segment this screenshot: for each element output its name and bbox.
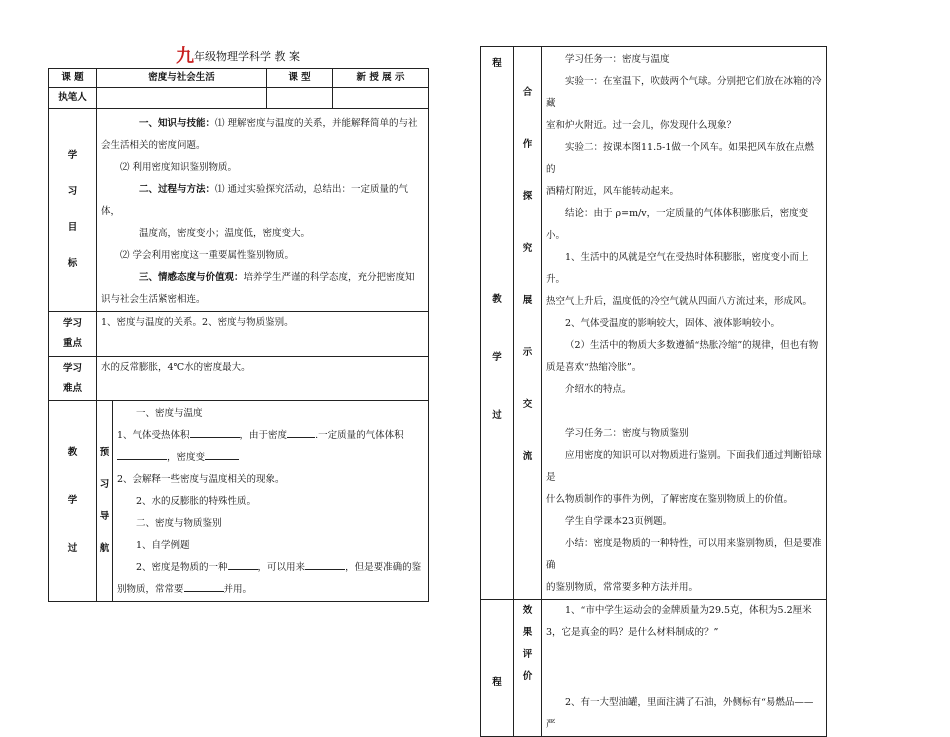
title-text: 年级物理学科学 教 案	[194, 50, 300, 63]
goal-text: ⑵ 学会利用密度这一重要属性鉴别物质。	[120, 250, 295, 261]
spacer	[546, 401, 822, 423]
goal-text: 会生活相关的密度问题。	[101, 140, 206, 151]
preview-line: 别物质，常常要	[117, 584, 184, 595]
goals-label-char: 习	[67, 186, 78, 197]
blank-line	[205, 447, 239, 460]
preview-line: 并用。	[223, 584, 253, 595]
preview-line: 二、密度与物质鉴别	[136, 518, 222, 529]
coop-line: 小结：密度是物质的一种特性，可以用来鉴别物质，但是要准确	[546, 538, 822, 571]
coop-label-char: 示	[522, 347, 533, 358]
difficulty-label-line: 学习	[62, 362, 82, 374]
preview-line: ，由于密度	[239, 430, 288, 441]
topic-label: 课 题	[49, 69, 97, 88]
process-label-char: 教	[67, 447, 78, 458]
coop-line: 的鉴别物质，常常要多种方法并用。	[546, 582, 699, 593]
right-label-char: 程	[492, 58, 502, 69]
preview-line: .一定质量的气体体积	[315, 430, 404, 441]
goal-text: ⑵ 利用密度知识鉴别物质。	[120, 162, 238, 173]
coop-line: 什么物质制作的事件为例，了解密度在鉴别物质上的价值。	[546, 494, 794, 505]
left-lesson-table	[48, 68, 429, 602]
right-label-char: 程	[492, 677, 502, 688]
preview-line: ，可以用来	[257, 562, 306, 573]
preview-label	[97, 401, 113, 602]
preview-line: 一、密度与温度	[136, 408, 203, 419]
blank-line	[228, 557, 258, 570]
coop-line: 应用密度的知识可以对物质进行鉴别。下面我们通过判断铅球是	[546, 450, 822, 483]
coop-line: 学生自学课本23页例题。	[565, 516, 673, 527]
coop-label-char: 合	[522, 87, 533, 98]
preview-line: 1、气体受热体积	[117, 430, 190, 441]
coop-line: 热空气上升后，温度低的冷空气就从四面八方流过来，形成风。	[546, 296, 813, 307]
eval-label-char: 效	[522, 605, 533, 616]
coop-line: 酒精灯附近，风车能转动起来。	[546, 186, 680, 197]
preview-line: 2、水的反膨胀的特殊性质。	[136, 496, 257, 507]
coop-content	[542, 47, 827, 600]
right-label-char: 过	[492, 410, 502, 421]
key-label-line: 学习	[62, 318, 82, 329]
blank-line	[305, 557, 345, 570]
key-label	[49, 312, 97, 357]
goal-text: ⑴ 理解密度与温度的关系，并能解释简单的与社	[215, 118, 418, 129]
eval-label-char: 果	[522, 627, 533, 638]
coop-line: （2）生活中的物质大多数遵循“热胀冷缩”的规律，但也有物	[565, 340, 819, 351]
coop-label-char: 作	[522, 139, 533, 150]
goals-label-char: 学	[67, 150, 78, 161]
goal-heading: 二、过程与方法：	[139, 184, 216, 195]
preview-line: 2、会解释一些密度与温度相关的现象。	[117, 474, 285, 485]
blank-line	[184, 579, 224, 592]
author-empty-2	[333, 88, 429, 109]
process-label-char: 学	[67, 495, 78, 506]
eval-label-char: 评	[522, 649, 533, 660]
eval-label	[514, 600, 542, 737]
preview-line: ，密度变	[167, 452, 206, 463]
preview-line: 2、密度是物质的一种	[136, 562, 228, 573]
goals-content	[97, 109, 429, 312]
process-label-char: 过	[67, 543, 78, 554]
preview-label-char: 预	[99, 447, 110, 458]
blank-line	[287, 425, 315, 438]
type-value: 新 授 展 示	[333, 69, 429, 88]
preview-label-char: 习	[99, 479, 110, 490]
preview-label-char: 导	[99, 511, 110, 522]
page-title	[48, 46, 428, 68]
coop-line: 质是喜欢“热缩冷胀”。	[546, 362, 642, 373]
coop-line: 实验一：在室温下，吹鼓两个气球。分别把它们放在冰箱的冷藏	[546, 76, 822, 109]
preview-line: ，但是要准确的鉴	[345, 562, 422, 573]
difficulty-content: 水的反常膨胀，4℃水的密度最大。	[97, 357, 429, 401]
author-label: 执笔人	[49, 88, 97, 109]
preview-content	[113, 401, 429, 602]
coop-label-char: 探	[522, 191, 533, 202]
goal-text: ⑴ 通过实验探究活动，总结出：一定质量的气体，	[101, 184, 409, 217]
coop-line: 介绍水的特点。	[565, 384, 632, 395]
goals-label-char: 目	[67, 222, 78, 233]
author-empty-1	[267, 88, 333, 109]
author-value	[97, 88, 267, 109]
coop-line: 室和炉火附近。过一会儿，你发现什么现象？	[546, 120, 737, 131]
goal-text: 培养学生严谨的科学态度，充分把密度知	[243, 272, 415, 283]
topic-value: 密度与社会生活	[97, 69, 267, 88]
goal-text: 识与社会生活紧密相连。	[101, 294, 206, 305]
coop-label-char: 究	[522, 243, 533, 254]
right-lesson-table	[480, 46, 827, 737]
coop-line: 1、生活中的风就是空气在受热时体积膨胀，密度变小而上升。	[546, 252, 809, 285]
eval-content	[542, 600, 827, 737]
right-process-label	[481, 47, 514, 600]
goal-heading: 一、知识与技能：	[139, 118, 216, 129]
difficulty-label	[49, 357, 97, 401]
blank-line	[190, 425, 240, 438]
right-label-char: 教	[492, 294, 502, 305]
goals-label-char: 标	[67, 258, 78, 269]
goal-text: 温度高，密度变小；温度低，密度变大。	[139, 228, 311, 239]
coop-label-char: 展	[522, 295, 533, 306]
goals-label	[49, 109, 97, 312]
eval-label-char: 价	[522, 671, 533, 682]
preview-label-char: 航	[99, 543, 110, 554]
coop-label-char: 流	[522, 451, 533, 462]
eval-line: 3，它是真金的吗？是什么材料制成的？”	[546, 627, 719, 638]
coop-label-char: 交	[522, 399, 533, 410]
process-label	[49, 401, 97, 602]
right-label-char: 学	[492, 352, 502, 363]
eval-line: 1、“市中学生运动会的金牌质量为29.5克，体积为5.2厘米	[565, 605, 812, 616]
coop-line: 2、气体受温度的影响较大，固体、液体影响较小。	[565, 318, 781, 329]
coop-line: 学习任务二：密度与物质鉴别	[565, 428, 689, 439]
coop-label	[514, 47, 542, 600]
goal-heading: 三、情感态度与价值观：	[139, 272, 244, 283]
blank-line	[117, 447, 167, 460]
difficulty-label-line: 难点	[62, 382, 82, 394]
coop-line: 学习任务一：密度与温度	[565, 54, 670, 65]
eval-line: 2、有一大型油罐，里面注满了石油，外侧标有“易燃品——严	[546, 697, 814, 730]
right-process-label-bottom	[481, 600, 514, 737]
grade-number: 九	[176, 46, 194, 67]
type-label: 课 型	[267, 69, 333, 88]
key-content: 1、密度与温度的关系。2、密度与物质鉴别。	[97, 312, 429, 357]
coop-line: 结论：由于 ρ=m/v，一定质量的气体体积膨胀后，密度变小。	[546, 208, 809, 241]
preview-line: 1、自学例题	[136, 540, 190, 551]
spacer	[546, 644, 822, 692]
key-label-line: 重点	[62, 338, 82, 349]
coop-line: 实验二：按课本图11.5-1做一个风车。如果把风车放在点燃的	[546, 142, 814, 175]
